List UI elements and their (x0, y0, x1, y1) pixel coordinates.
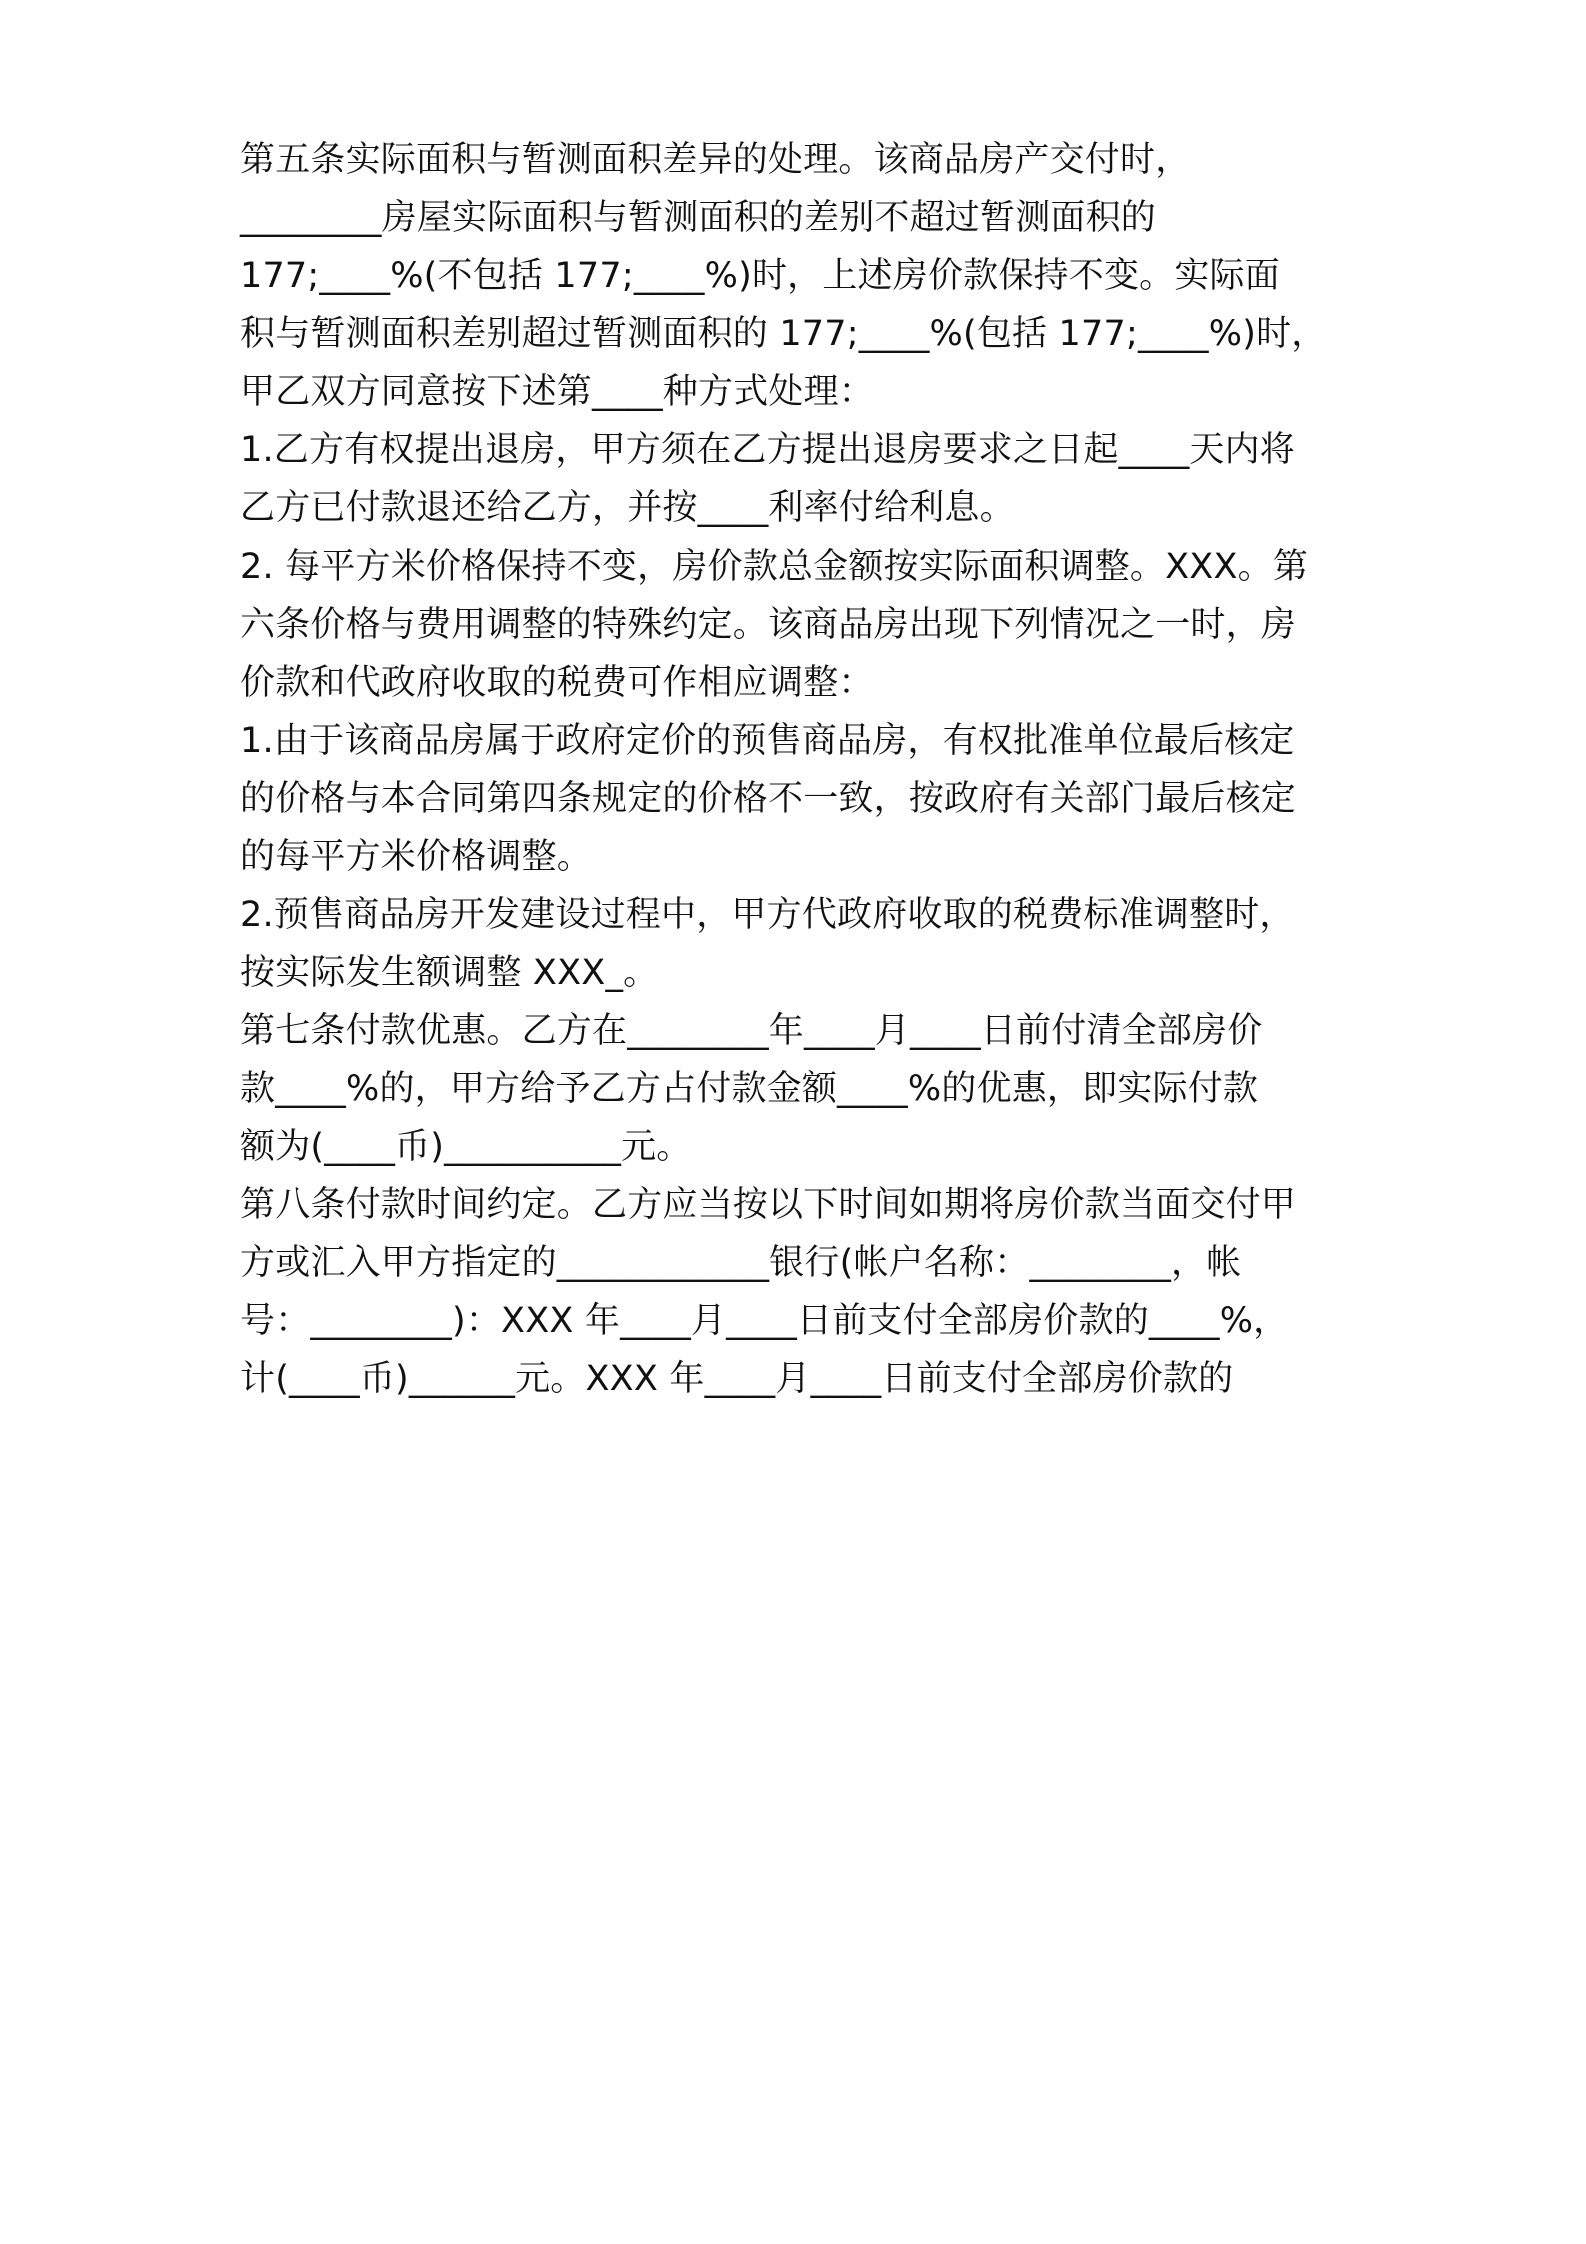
text-line: 1.由于该商品房属于政府定价的预售商品房，有权批准单位最后核定 (240, 721, 1295, 761)
text-line: 177;____%(不包括 177;____%)时，上述房价款保持不变。实际面 (240, 256, 1280, 296)
text-line: 六条价格与费用调整的特殊约定。该商品房出现下列情况之一时，房 (240, 605, 1297, 645)
text-line: 2. 每平方米价格保持不变，房价款总金额按实际面积调整。XXX。第 (240, 547, 1309, 587)
text-line: 号：________)：XXX 年____月____日前支付全部房价款的____%， (240, 1301, 1289, 1341)
text-line: 乙方已付款退还给乙方，并按____利率付给利息。 (240, 488, 1015, 528)
text-line: ________房屋实际面积与暂测面积的差别不超过暂测面积的 (240, 198, 1157, 238)
text-line: 额为(____币)__________元。 (240, 1127, 692, 1167)
text-line: 2.预售商品房开发建设过程中，甲方代政府收取的税费标准调整时， (240, 895, 1295, 935)
text-line: 方或汇入甲方指定的____________银行(帐户名称：________，帐 (240, 1243, 1242, 1283)
text-line: 的每平方米价格调整。 (240, 837, 593, 877)
text-line: 第七条付款优惠。乙方在________年____月____日前付清全部房价 (240, 1011, 1263, 1051)
text-line: 计(____币)______元。XXX 年____月____日前支付全部房价款的 (240, 1359, 1234, 1399)
text-line: 第八条付款时间约定。乙方应当按以下时间如期将房价款当面交付甲 (240, 1185, 1297, 1225)
text-line: 款____%的，甲方给予乙方占付款金额____%的优惠，即实际付款 (240, 1069, 1259, 1109)
text-line: 1.乙方有权提出退房，甲方须在乙方提出退房要求之日起____天内将 (240, 430, 1295, 470)
text-line: 按实际发生额调整 XXX_。 (240, 953, 659, 993)
text-line: 价款和代政府收取的税费可作相应调整： (240, 663, 874, 703)
text-line: 甲乙双方同意按下述第____种方式处理： (240, 372, 875, 412)
text-line: 积与暂测面积差别超过暂测面积的 177;____%(包括 177;____%)时， (240, 314, 1327, 354)
text-line: 的价格与本合同第四条规定的价格不一致，按政府有关部门最后核定 (240, 779, 1297, 819)
text-line: 第五条实际面积与暂测面积差异的处理。该商品房产交付时， (240, 140, 1191, 180)
